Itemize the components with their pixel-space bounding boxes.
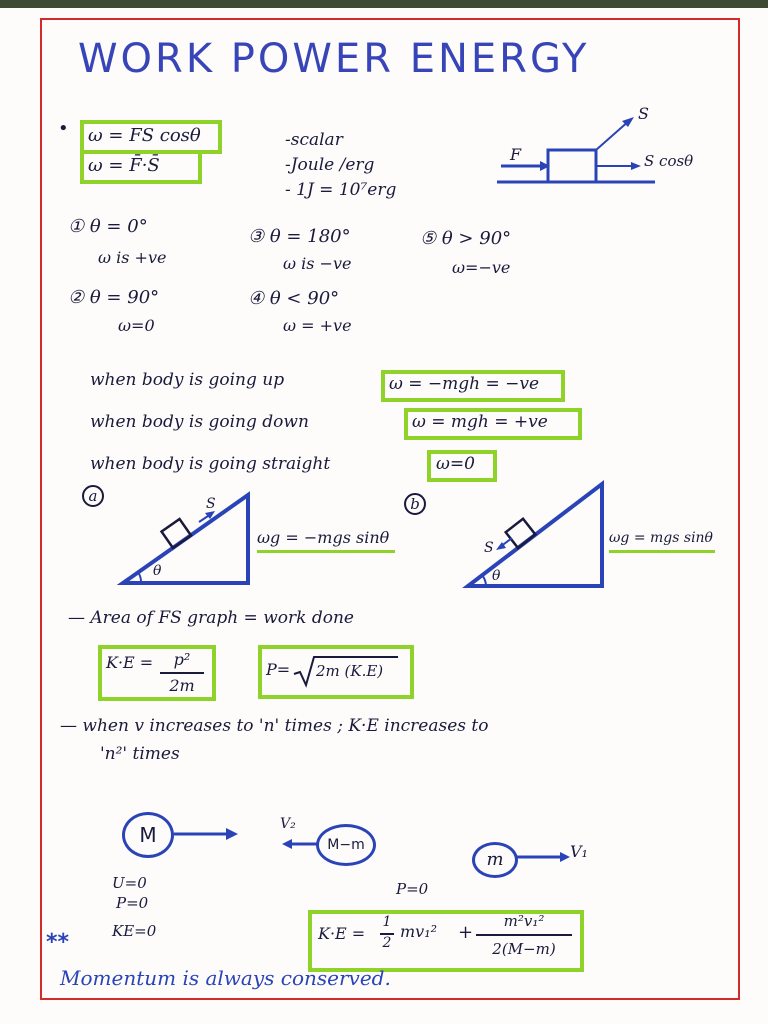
incline-b-marker: b (404, 493, 426, 515)
work-formula-dot: ω = F̄·S̄ (88, 155, 160, 176)
momentum-root: 2m (K.E) (316, 662, 384, 680)
star-marks: ** (46, 930, 70, 955)
case-3-result: ω is −ve (283, 254, 352, 273)
case-2 (68, 287, 159, 308)
case-2-condition: θ = 90° (89, 287, 160, 308)
final-ke-frac-numerator: m²v₁² (503, 912, 545, 930)
mass-M-circle: M (122, 812, 174, 858)
ke-fraction-bar (160, 672, 204, 674)
momentum-prefix: P= (266, 660, 291, 679)
incline-a-theta: θ (153, 563, 162, 579)
footer-note: Momentum is always conserved. (60, 966, 391, 990)
mass-Mm-arrow (280, 836, 320, 852)
case-3-condition: θ = 180° (269, 226, 351, 247)
property-scalar: -scalar (285, 130, 343, 150)
case-1-condition: θ = 0° (89, 216, 148, 237)
mass-M-arrow (172, 826, 242, 842)
mass-m-circle: m (472, 842, 518, 878)
case-5-condition: θ > 90° (441, 228, 512, 249)
case-2-number: ② (68, 287, 85, 308)
incline-a-diagram (115, 490, 260, 590)
property-unit: -Joule /erg (285, 155, 375, 175)
incline-b-underline (609, 550, 715, 553)
final-ke-frac-denominator: 2(M−m) (492, 940, 556, 958)
case-1 (68, 216, 148, 237)
incline-a-s-label: S (206, 496, 216, 512)
work-formula-cos: ω = FS cosθ (88, 125, 201, 146)
final-momentum: P=0 (396, 880, 429, 898)
half-denominator: 2 (382, 935, 392, 951)
body-down-text: when body is going down (90, 412, 309, 432)
velocity-note-line2: 'n²' times (100, 744, 180, 764)
mass-Mm-circle: M−m (316, 824, 376, 866)
case-5 (420, 228, 511, 249)
property-conversion: - 1J = 10⁷erg (285, 180, 397, 200)
case-5-result: ω=−ve (452, 258, 511, 277)
case-4 (248, 288, 339, 309)
mass-m-arrow (514, 850, 574, 864)
body-straight-text: when body is going straight (90, 454, 331, 474)
velocity-v1: V₁ (570, 842, 588, 861)
ke-prefix: K·E = (106, 653, 154, 672)
incline-a-formula: ωg = −mgs sinθ (257, 528, 390, 547)
incline-b-theta: θ (492, 568, 501, 584)
displacement-label: S (638, 104, 649, 123)
case-4-result: ω = +ve (283, 316, 352, 335)
velocity-v2: V₂ (280, 816, 296, 832)
half-numerator: 1 (382, 914, 392, 930)
final-ke-prefix: K·E = (318, 924, 366, 943)
incline-a-underline (257, 550, 395, 553)
area-text: — Area of FS graph = work done (68, 608, 354, 628)
case-5-number: ⑤ (420, 228, 437, 249)
case-4-number: ④ (248, 288, 265, 309)
ke-numerator: p² (173, 650, 191, 669)
force-block-diagram (495, 110, 715, 190)
incline-b-s-label: S (484, 540, 494, 556)
component-label: S cosθ (644, 152, 694, 170)
initial-velocity: U=0 (112, 874, 147, 892)
incline-b-diagram (460, 480, 610, 592)
case-3-number: ③ (248, 226, 265, 247)
body-up-formula: ω = −mgh = −ve (389, 374, 540, 394)
body-up-text: when body is going up (90, 370, 285, 390)
page-title: WORK POWER ENERGY (78, 36, 590, 82)
final-ke-term1: mv₁² (400, 922, 438, 941)
body-straight-formula: ω=0 (436, 454, 475, 474)
incline-b-formula: ωg = mgs sinθ (609, 530, 713, 546)
incline-a-marker: a (82, 485, 104, 507)
case-2-result: ω=0 (118, 316, 155, 335)
initial-ke: KE=0 (112, 922, 157, 940)
body-down-formula: ω = mgh = +ve (412, 412, 548, 432)
background-strip (0, 0, 768, 8)
ke-denominator: 2m (169, 676, 195, 695)
bullet: • (58, 118, 69, 139)
plus-sign: + (458, 922, 474, 943)
force-label: F (510, 145, 522, 164)
initial-momentum: P=0 (116, 894, 149, 912)
case-1-result: ω is +ve (98, 248, 167, 267)
velocity-note-line1: — when v increases to 'n' times ; K·E increases to (60, 716, 489, 736)
final-ke-fraction-bar (476, 934, 572, 936)
case-1-number: ① (68, 216, 85, 237)
case-4-condition: θ < 90° (269, 288, 340, 309)
case-3 (248, 226, 351, 247)
